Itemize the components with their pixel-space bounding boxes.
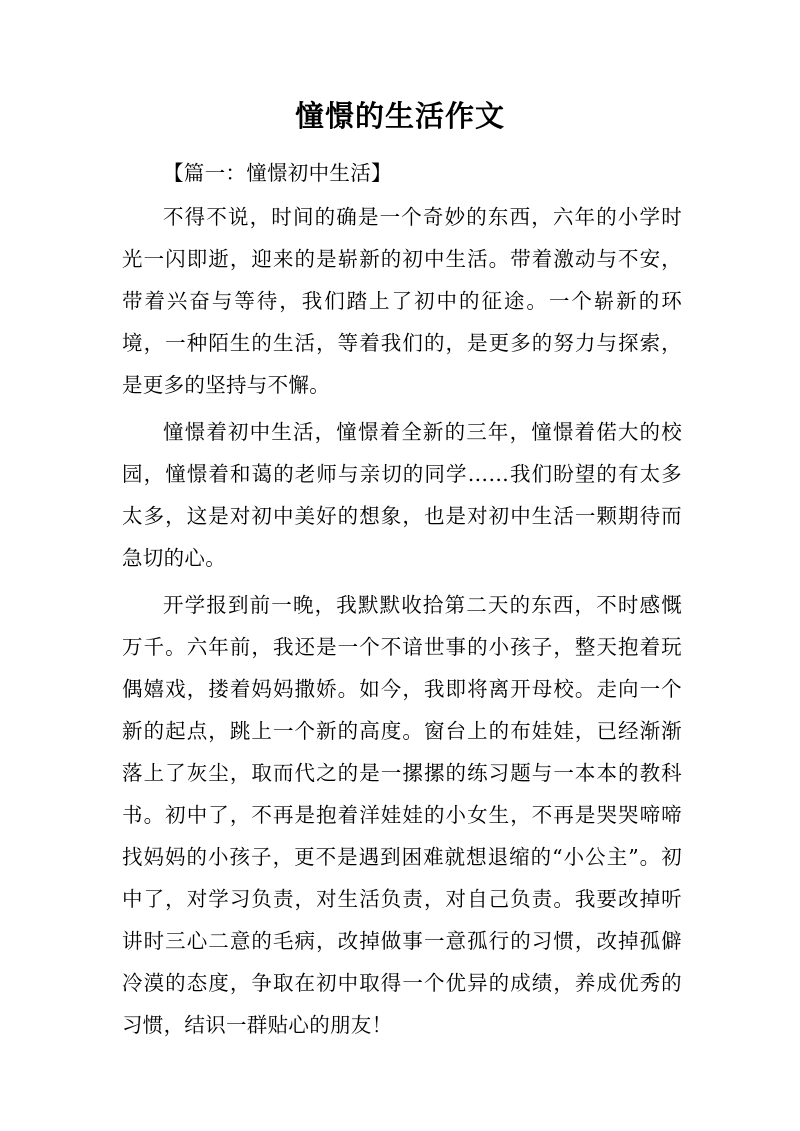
document-title: 憧憬的生活作文 <box>294 99 505 133</box>
document-body <box>122 152 682 1046</box>
paragraph-3: 开学报到前一晚，我默默收拾第二天的东西，不时感慨万千。六年前，我还是一个不谙世事的小孩子，整天抱着玩偶嬉戏，搂着妈妈撒娇。如今，我即将离开母校。走向一个新的起点，跳上一个新的高度。窗台上的布娃娃，已经渐渐落上了灰尘，取而代之的是一摞摞的练习题与一本本的教科书。初中了，不再是抱着洋娃娃的小女生，不再是哭哭啼啼找妈妈的小孩子，更不是遇到困难就想退缩的“小公主”。初中了，对学习负责，对生活负责，对自己负责。我要改掉听讲时三心二意的毛病，改掉做事一意孤行的习惯，改掉孤僻冷漠的态度，争取在初中取得一个优异的成绩，养成优秀的习惯，结识一群贴心的朋友！ <box>122 593 682 1037</box>
paragraph-2: 憧憬着初中生活，憧憬着全新的三年，憧憬着偌大的校园，憧憬着和蔼的老师与亲切的同学……我们盼望的有太多太多，这是对初中美好的想象，也是对初中生活一颗期待而急切的心。 <box>122 420 682 570</box>
paragraph-1: 不得不说，时间的确是一个奇妙的东西，六年的小学时光一闪即逝，迎来的是崭新的初中生活。带着激动与不安，带着兴奋与等待，我们踏上了初中的征途。一个崭新的环境，一种陌生的生活，等着我们的，是更多的努力与探索，是更多的坚持与不懈。 <box>122 205 682 397</box>
section-heading: 【篇一：憧憬初中生活】 <box>163 161 392 185</box>
